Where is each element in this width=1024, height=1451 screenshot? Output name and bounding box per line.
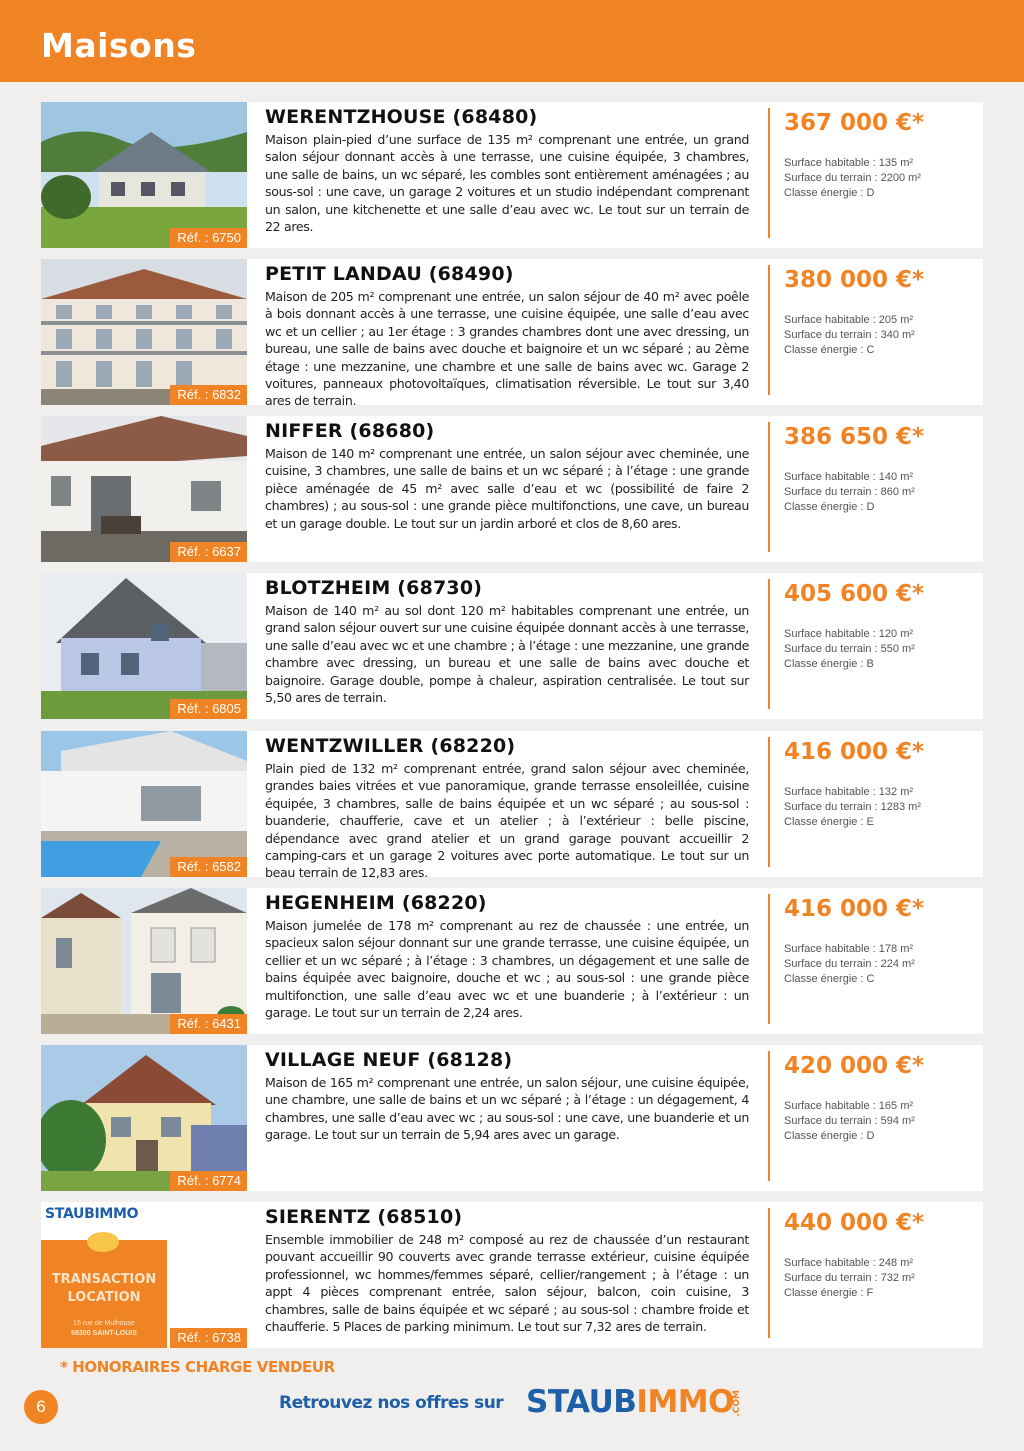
listing-photo[interactable]: [41, 573, 247, 719]
classe-energie: Classe énergie : C: [784, 344, 875, 356]
listing-ref: Réf. : 6738: [170, 1328, 247, 1348]
listing-card[interactable]: [41, 259, 983, 409]
listing-town[interactable]: NIFFER (68680): [265, 420, 435, 442]
listing-text: [265, 577, 749, 706]
listing-town[interactable]: VILLAGE NEUF (68128): [265, 1049, 513, 1071]
listing-ref: Réf. : 6805: [170, 699, 247, 719]
listing-photo[interactable]: [41, 416, 247, 562]
agency-brand: STAUBIMMO: [45, 1206, 139, 1222]
listing-ref: Réf. : 6832: [170, 385, 247, 405]
listing-card[interactable]: [41, 888, 983, 1034]
page-number: 6: [24, 1390, 58, 1424]
listing-town[interactable]: WERENTZHOUSE (68480): [265, 106, 538, 128]
section-header: [0, 0, 1024, 82]
listing-price: 405 600 €*: [784, 581, 925, 607]
listing-ref: Réf. : 6774: [170, 1171, 247, 1191]
listing-card[interactable]: [41, 416, 983, 562]
surface-terrain: Surface du terrain : 2200 m²: [784, 172, 921, 184]
house-photo-icon: [41, 1045, 247, 1191]
listing-card[interactable]: [41, 573, 983, 719]
classe-energie: Classe énergie : C: [784, 973, 875, 985]
listing-stats: [784, 313, 974, 358]
listing-town[interactable]: SIERENTZ (68510): [265, 1206, 463, 1228]
listing-text: [265, 735, 749, 882]
listing-price: 416 000 €*: [784, 896, 925, 922]
listing-text: [265, 1206, 749, 1335]
listing-text: [265, 420, 749, 532]
listing-stats: [784, 1256, 974, 1301]
listing-photo[interactable]: [41, 1202, 247, 1348]
fee-note: * HONORAIRES CHARGE VENDEUR: [60, 1358, 335, 1376]
agency-address-street: 15 rue de Mulhouse: [73, 1320, 135, 1327]
classe-energie: Classe énergie : E: [784, 816, 874, 828]
listing-card[interactable]: [41, 1045, 983, 1191]
classe-energie: Classe énergie : F: [784, 1287, 874, 1299]
listing-price-block: [768, 579, 974, 709]
house-photo-icon: [41, 416, 247, 562]
listing-price: 416 000 €*: [784, 739, 925, 765]
house-photo-icon: [41, 573, 247, 719]
brand-part-staub: STAUB: [526, 1384, 637, 1420]
online-offers-text: Retrouvez nos offres sur: [279, 1393, 504, 1413]
listing-description: Maison de 140 m² comprenant une entrée, un salon séjour avec cheminée, une cuisine, 3 chambres, une salle de bains et un wc séparé ; à l’étage : une grande pièce aménagée de 45 m² avec salle d’eau et wc (possibilité de faire 2 chambres) ; au sous-sol : une grande pièce multifonctions, une cave, un bureau et un garage double. Le tout sur un jardin arboré et clos de 8,60 ares.: [265, 446, 749, 531]
classe-energie: Classe énergie : B: [784, 658, 874, 670]
listing-text: [265, 106, 749, 235]
surface-terrain: Surface du terrain : 732 m²: [784, 1272, 915, 1284]
listing-stats: [784, 785, 974, 830]
listing-stats: [784, 156, 974, 201]
surface-habitable: Surface habitable : 178 m²: [784, 943, 914, 955]
listing-photo[interactable]: [41, 259, 247, 405]
listing-description: Maison de 205 m² comprenant une entrée, un salon séjour de 40 m² avec poêle à bois donnant accès à une terrasse, une cuisine équipée, une salle d’eau avec wc et un cellier ; au 1er étage : 3 grandes chambres dont une avec dressing, un bureau, une salle de bains avec douche et baignoire et un wc séparé ; au 2ème étage : une mezzanine, une chambre et une salle de bains avec wc. Garage 2 voitures, panneaux photovoltaïques, climatisation réversible. Le tout sur 3,40 ares de terrain.: [265, 289, 749, 409]
surface-habitable: Surface habitable : 135 m²: [784, 157, 914, 169]
house-photo-icon: [41, 731, 247, 877]
brand-suffix: .COM: [732, 1390, 742, 1417]
listing-ref: Réf. : 6637: [170, 542, 247, 562]
listing-description: Plain pied de 132 m² comprenant entrée, grand salon séjour avec cheminée, grandes baies vitrées et vue panoramique, grande terrasse ensoleillée, cuisine équipée, 3 chambres, salle de bains équipée et un wc séparé ; au sous-sol : buanderie, chaufferie, cave et un atelier ; à l’extérieur : belle piscine, dépendance avec grand atelier et un grand garage pouvant accueillir 2 camping-cars et un garage 2 voitures avec porte automatique. Le tout sur un beau terrain de 12,83 ares.: [265, 761, 749, 881]
brand-logo[interactable]: [526, 1384, 734, 1420]
listing-description: Maison jumelée de 178 m² comprenant au rez de chaussée : une entrée, un spacieux salon séjour donnant sur une grande terrasse, une cuisine équipée, un cellier et un wc séparé ; à l’étage : 3 chambres, un dégagement et une salle de bains équipée avec baignoire, douche et wc ; au sous-sol : une grande pièce multifonction, une salle d’eau avec wc et une buanderie ; à l’extérieur : un garage. Le tout sur un terrain de 2,24 ares.: [265, 918, 749, 1021]
surface-habitable: Surface habitable : 140 m²: [784, 471, 914, 483]
surface-terrain: Surface du terrain : 224 m²: [784, 958, 915, 970]
listing-ref: Réf. : 6750: [170, 228, 247, 248]
listing-photo[interactable]: [41, 102, 247, 248]
agency-line-location: LOCATION: [67, 1290, 141, 1305]
listing-price-block: [768, 1051, 974, 1181]
listing-text: [265, 1049, 749, 1144]
surface-terrain: Surface du terrain : 550 m²: [784, 643, 915, 655]
listing-text: [265, 892, 749, 1021]
surface-habitable: Surface habitable : 132 m²: [784, 786, 914, 798]
listing-card[interactable]: [41, 1202, 983, 1348]
listing-ref: Réf. : 6582: [170, 857, 247, 877]
listing-stats: [784, 627, 974, 672]
listing-town[interactable]: HEGENHEIM (68220): [265, 892, 487, 914]
listing-text: [265, 263, 749, 410]
listing-description: Maison de 140 m² au sol dont 120 m² habitables comprenant une entrée, un grand salon séjour ouvert sur une cuisine équipée donnant accès à une terrasse, une salle d’eau avec wc et une chambre ; à l’étage : une mezzanine, une grande chambre avec dressing, un bureau et une salle de bains avec douche et baignoire. Garage double, pompe à chaleur, aspiration centralisée. Le tout sur 5,50 ares de terrain.: [265, 603, 749, 706]
agency-emblem-icon: [87, 1232, 119, 1252]
listing-town[interactable]: PETIT LANDAU (68490): [265, 263, 514, 285]
brand-part-immo: IMMO: [636, 1384, 734, 1420]
surface-terrain: Surface du terrain : 340 m²: [784, 329, 915, 341]
listing-description: Maison plain-pied d’une surface de 135 m² comprenant une entrée, un grand salon séjour donnant accès à une terrasse, une cuisine équipée, 3 chambres, une salle de bains, un wc séparé, les combles sont entièrement aménagées ; au sous-sol : une cave, un garage 2 voitures et un studio indépendant comprenant un salon, une kitchenette et une salle d’eau avec wc. Le tout sur un terrain de 22 ares.: [265, 132, 749, 235]
listing-photo[interactable]: [41, 1045, 247, 1191]
listing-price: 367 000 €*: [784, 110, 925, 136]
listing-price: 420 000 €*: [784, 1053, 925, 1079]
listing-description: Maison de 165 m² comprenant une entrée, un salon séjour, une cuisine équipée, une chambre, une salle de bains et un wc séparé ; à l’étage : un dégagement, 4 chambres, une salle d’eau avec wc ; au sous-sol : une cave, une buanderie et un garage. Le tout sur un terrain de 5,94 ares avec un garage.: [265, 1075, 749, 1143]
listing-card[interactable]: [41, 102, 983, 248]
listing-price: 440 000 €*: [784, 1210, 925, 1236]
section-title: Maisons: [41, 26, 197, 65]
listing-price-block: [768, 1208, 974, 1338]
listing-photo[interactable]: [41, 731, 247, 877]
listing-ref: Réf. : 6431: [170, 1014, 247, 1034]
listing-photo[interactable]: [41, 888, 247, 1034]
listing-price: 386 650 €*: [784, 424, 925, 450]
classe-energie: Classe énergie : D: [784, 187, 875, 199]
agency-line-transaction: TRANSACTION: [51, 1272, 157, 1287]
agency-address-city: 68300 SAINT-LOUIS: [71, 1330, 137, 1337]
listing-price-block: [768, 422, 974, 552]
listing-price-block: [768, 265, 974, 395]
listing-card[interactable]: [41, 731, 983, 881]
listing-stats: [784, 470, 974, 515]
listing-stats: [784, 1099, 974, 1144]
classe-energie: Classe énergie : D: [784, 501, 875, 513]
agency-logo: [41, 1202, 167, 1348]
listing-price-block: [768, 737, 974, 867]
listing-town[interactable]: BLOTZHEIM (68730): [265, 577, 483, 599]
house-photo-icon: [41, 259, 247, 405]
listing-price: 380 000 €*: [784, 267, 925, 293]
house-photo-icon: [41, 888, 247, 1034]
surface-terrain: Surface du terrain : 860 m²: [784, 486, 915, 498]
listing-description: Ensemble immobilier de 248 m² composé au rez de chaussée d’un restaurant pouvant accueillir 90 couverts avec grande terrasse extérieur, cuisine équipée professionnel, wc hommes/femmes séparé, cellier/rangement ; à l’étage : un appt 4 pièces comprenant entrée, salon séjour, balcon, coin cuisine, 3 chambres, salle de bains équipée et wc séparé ; au sous-sol : chambre froide et chaufferie. 5 Places de parking minimum. Le tout sur 7,32 ares de terrain.: [265, 1232, 749, 1335]
listing-town[interactable]: WENTZWILLER (68220): [265, 735, 516, 757]
classe-energie: Classe énergie : D: [784, 1130, 875, 1142]
surface-terrain: Surface du terrain : 594 m²: [784, 1115, 915, 1127]
listing-stats: [784, 942, 974, 987]
house-photo-icon: [41, 102, 247, 248]
surface-habitable: Surface habitable : 165 m²: [784, 1100, 914, 1112]
listing-price-block: [768, 108, 974, 238]
surface-habitable: Surface habitable : 120 m²: [784, 628, 914, 640]
listing-price-block: [768, 894, 974, 1024]
surface-habitable: Surface habitable : 248 m²: [784, 1257, 914, 1269]
surface-habitable: Surface habitable : 205 m²: [784, 314, 914, 326]
surface-terrain: Surface du terrain : 1283 m²: [784, 801, 921, 813]
